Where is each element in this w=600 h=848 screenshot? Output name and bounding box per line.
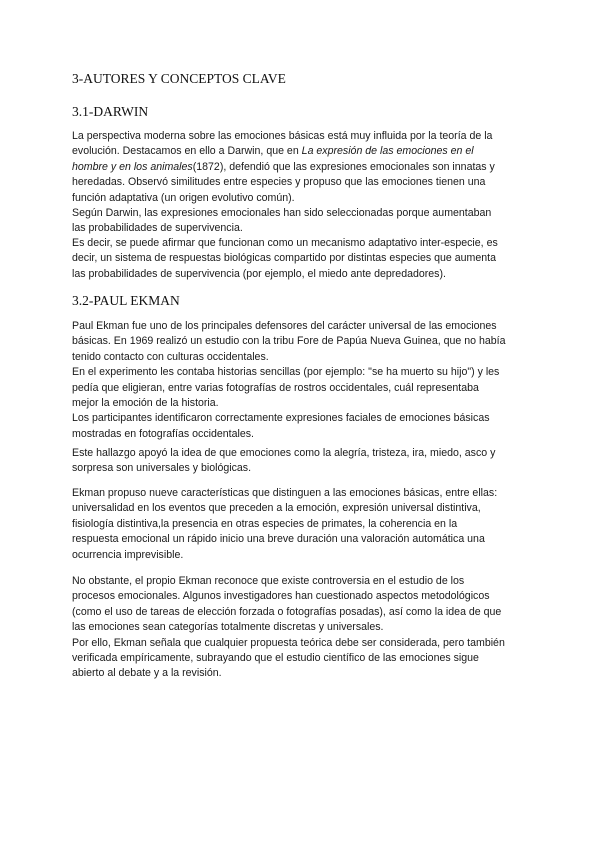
- book-title-cont: hombre y en los animales: [72, 160, 193, 173]
- section-heading-main: 3-AUTORES Y CONCEPTOS CLAVE: [72, 71, 286, 86]
- ekman-paragraph-3: Ekman propuso nueve características que distinguen a las emociones básicas, entre ellas: universalidad en los eventos que preceden a la emoción, expresión universal distintiva, fisiología distintiva,la presencia en otras especies de primates, la coherencia en la respuesta emocional un rápido inicio una breve duración una valoración automática una ocurrencia imprevisible.: [72, 487, 498, 561]
- ekman-paragraph-4: No obstante, el propio Ekman reconoce que existe controversia en el estudio de los procesos emocionales. Algunos investigadores han cuestionado aspectos metodológicos (como el uso de tareas de elección forzada o fotografías posadas), así como la idea de que las emociones sean categorías totalmente discretas y universales. Por ello, Ekman señala que cualquier propuesta teórica debe ser considerada, pero también verificada empíricamente, subrayando que el estudio científico de las emociones sigue abierto al debate y a la revisión.: [72, 575, 505, 680]
- ekman-paragraph-2: Este hallazgo apoyó la idea de que emociones como la alegría, tristeza, ira, miedo, asco y sorpresa son universales y biológicas.: [72, 447, 496, 475]
- darwin-paragraph-1: La perspectiva moderna sobre las emociones básicas está muy influida por la teoría de la evolución. Destacamos en ello a Darwin, que en La expresión de las emociones en el hombre y en los animales(1872), defendió que las expresiones emocionales son innatas y heredadas. Observó similitudes entre especies y propuso que las emociones tienen una función adaptativa (un origen evolutivo común). Según Darwin, las expresiones emocionales han sido seleccionadas porque aumentaban las probabilidades de supervivencia.: [72, 130, 495, 235]
- subsection-heading-ekman: 3.2-PAUL EKMAN: [72, 293, 180, 308]
- darwin-paragraph-2: Es decir, se puede afirmar que funcionan como un mecanismo adaptativo inter-especie, es decir, un sistema de respuestas biológicas compartido por distintas especies que aumenta las probabilidades de supervivencia (por ejemplo, el miedo ante depredadores).: [72, 237, 498, 280]
- subsection-heading-darwin: 3.1-DARWIN: [72, 104, 149, 119]
- book-title: La expresión de las emociones en el: [301, 145, 474, 158]
- ekman-paragraph-1: Paul Ekman fue uno de los principales defensores del carácter universal de las emociones básicas. En 1969 realizó un estudio con la tribu Fore de Papúa Nueva Guinea, que no había tenido contacto con culturas occidentales. En el experimento les contaba historias sencillas (por ejemplo: "se ha muerto su hijo") y les pedía que eligieran, entre varias fotografías de rostros occidentales, cuál representaba mejor la emoción de la historia. Los participantes identificaron correctamente expresiones faciales de emociones básicas mostradas en fotografías occidentales.: [72, 320, 506, 440]
